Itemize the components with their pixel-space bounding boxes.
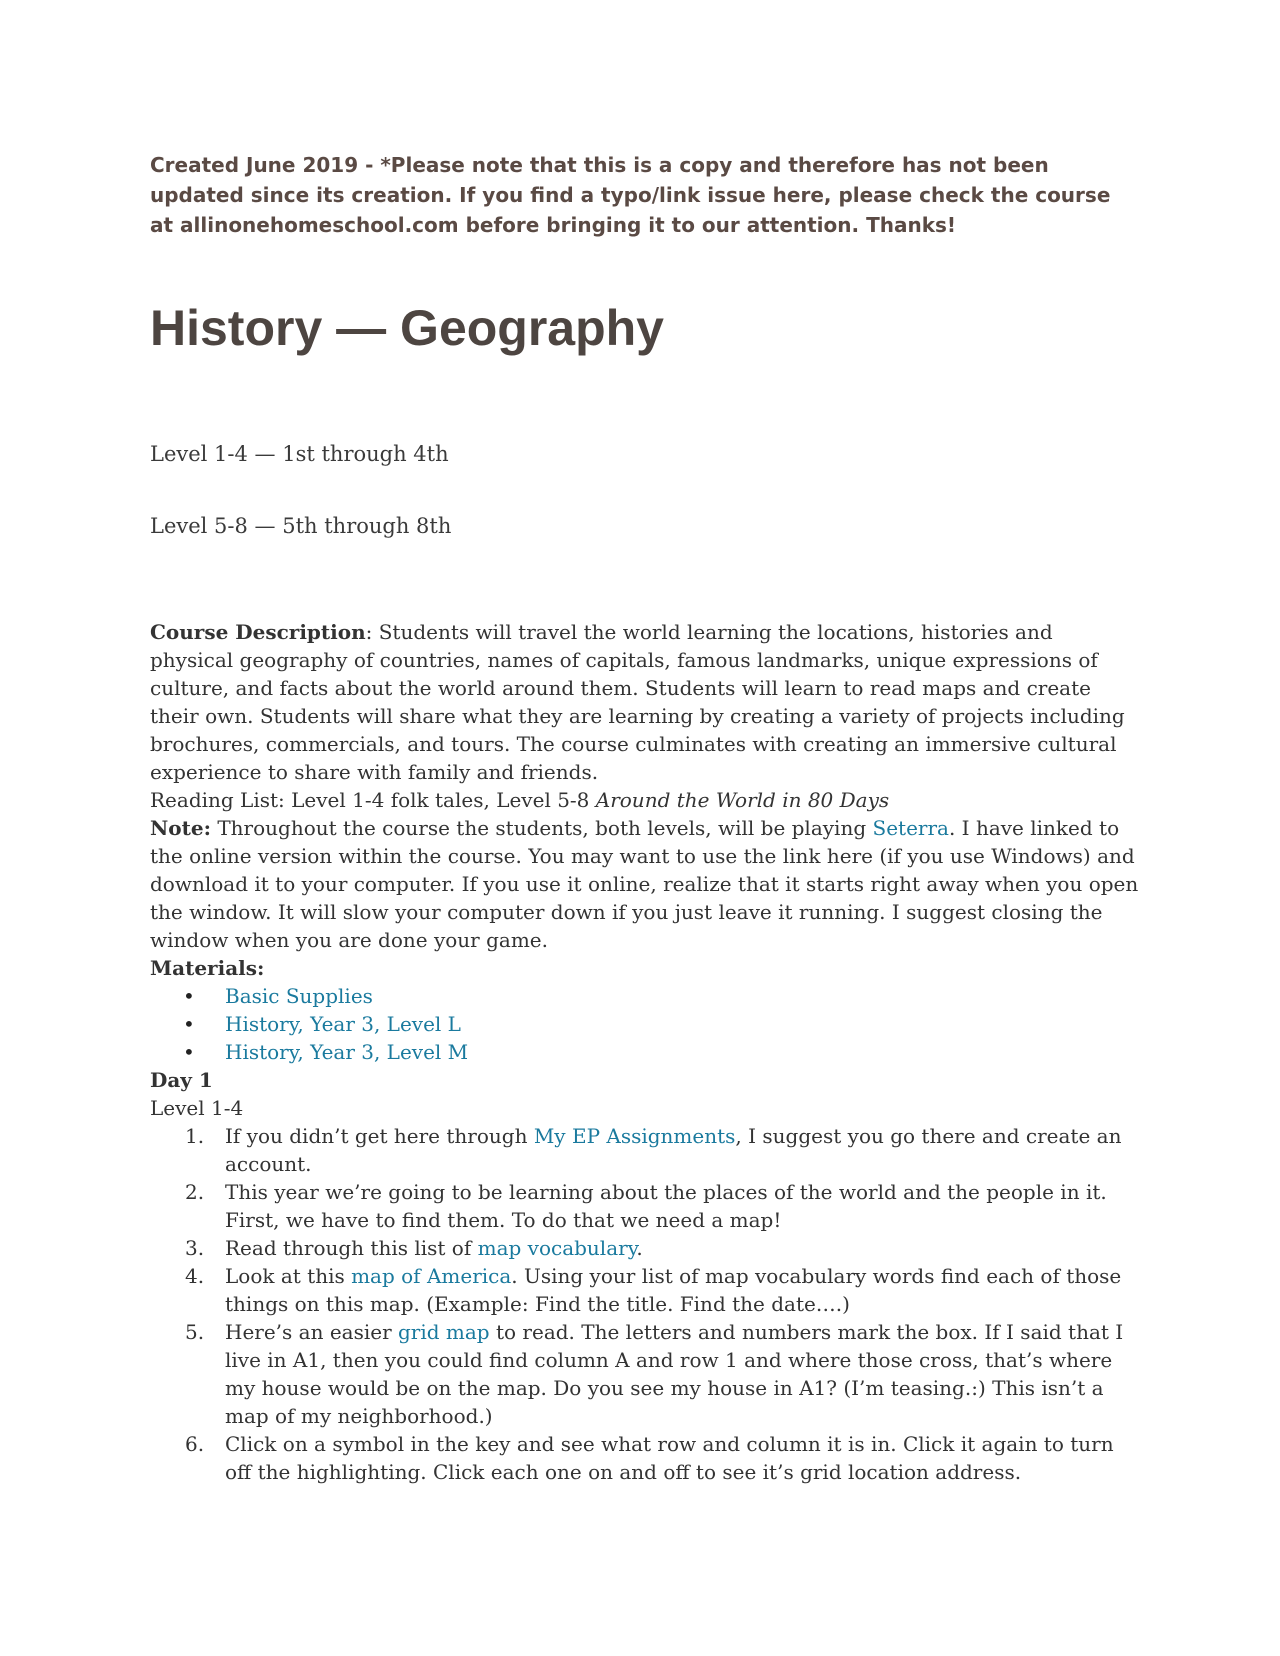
note-paragraph	[150, 814, 1140, 954]
step-number: 6.	[185, 1432, 205, 1456]
course-description-text: : Students will travel the world learning the locations, histories and physical geography of countries, names of capitals, famous landmarks, unique expressions of culture, and facts about the world around them. Students will learn to read maps and create their own. Students will share what they are learning by creating a variety of projects including brochures, commercials, and tours. The course culminates with creating an immersive cultural experience to share with family and friends.	[150, 620, 1125, 784]
course-body	[150, 618, 1140, 1486]
step-number: 5.	[185, 1320, 205, 1344]
step-text: . Using your list of map vocabulary words find each of those things on this map. (Example: Find the title. Find the date….)	[225, 1264, 1122, 1316]
step-item	[185, 1430, 1140, 1486]
copy-notice: Created June 2019 - *Please note that this is a copy and therefore has not been updated since its creation. If you find a typo/link issue here, please check the course at allinonehomeschool.com before bringing it to our attention. Thanks!	[150, 153, 1111, 237]
history-year3-level-m-link[interactable]: History, Year 3, Level M	[225, 1040, 469, 1064]
step-text: Here’s an easier	[225, 1320, 398, 1344]
basic-supplies-link[interactable]: Basic Supplies	[225, 984, 373, 1008]
note-text-after: . I have linked to the online version within the course. You may want to use the link here (if you use Windows) and download it to your computer. If you use it online, realize that it starts right away when you open the window. It will slow your computer down if you just leave it running. I suggest closing the window when you are done your game.	[150, 816, 1139, 952]
day-steps	[150, 1122, 1140, 1486]
course-description	[150, 618, 1140, 786]
history-year3-level-l-link[interactable]: History, Year 3, Level L	[225, 1012, 461, 1036]
step-text: .	[636, 1236, 643, 1260]
day-level: Level 1-4	[150, 1096, 244, 1120]
step-number: 2.	[185, 1180, 205, 1204]
step-number: 3.	[185, 1236, 205, 1260]
seterra-link[interactable]: Seterra	[872, 816, 949, 840]
my-ep-assignments-link[interactable]: My EP Assignments	[533, 1124, 736, 1148]
step-item	[185, 1178, 1140, 1234]
materials-heading	[150, 954, 1140, 982]
day-heading	[150, 1066, 1140, 1094]
step-item	[185, 1318, 1140, 1430]
list-item	[225, 1038, 1140, 1066]
step-text: This year we’re going to be learning about the places of the world and the people in it. First, we have to find them. To do that we need a map!	[225, 1180, 1107, 1232]
grid-map-link[interactable]: grid map	[398, 1320, 490, 1344]
page-title: History — Geography	[150, 300, 664, 356]
course-description-label: Course Description	[150, 620, 366, 644]
step-text: Click on a symbol in the key and see what row and column it is in. Click it again to turn off the highlighting. Click each one on and off to see it’s grid location address.	[225, 1432, 1114, 1484]
step-item	[185, 1234, 1140, 1262]
map-of-america-link[interactable]: map of America	[351, 1264, 512, 1288]
reading-list-text: Reading List: Level 1-4 folk tales, Level 5-8	[150, 788, 596, 812]
step-text: Read through this list of	[225, 1236, 478, 1260]
list-item	[225, 982, 1140, 1010]
materials-label: Materials:	[150, 956, 265, 980]
day-label: Day 1	[150, 1068, 213, 1092]
list-item	[225, 1010, 1140, 1038]
note-label: Note:	[150, 816, 211, 840]
step-text: If you didn’t get here through	[225, 1124, 534, 1148]
step-number: 1.	[185, 1124, 205, 1148]
step-text: Look at this	[225, 1264, 352, 1288]
reading-list	[150, 786, 1140, 814]
level-range-2: Level 5-8 — 5th through 8th	[150, 514, 452, 538]
step-text: , I suggest you go there and create an account.	[225, 1124, 1122, 1176]
reading-list-book: Around the World in 80 Days	[595, 788, 890, 812]
step-item	[185, 1262, 1140, 1318]
note-text-before: Throughout the course the students, both levels, will be playing	[210, 816, 873, 840]
materials-list	[150, 982, 1140, 1066]
map-vocabulary-link[interactable]: map vocabulary	[477, 1236, 637, 1260]
step-text: to read. The letters and numbers mark the box. If I said that I live in A1, then you could find column A and row 1 and where those cross, that’s where my house would be on the map. Do you see my house in A1? (I’m teasing.:) This isn’t a map of my neighborhood.)	[225, 1320, 1124, 1428]
step-number: 4.	[185, 1264, 205, 1288]
level-range-1: Level 1-4 — 1st through 4th	[150, 442, 449, 466]
step-item	[185, 1122, 1140, 1178]
